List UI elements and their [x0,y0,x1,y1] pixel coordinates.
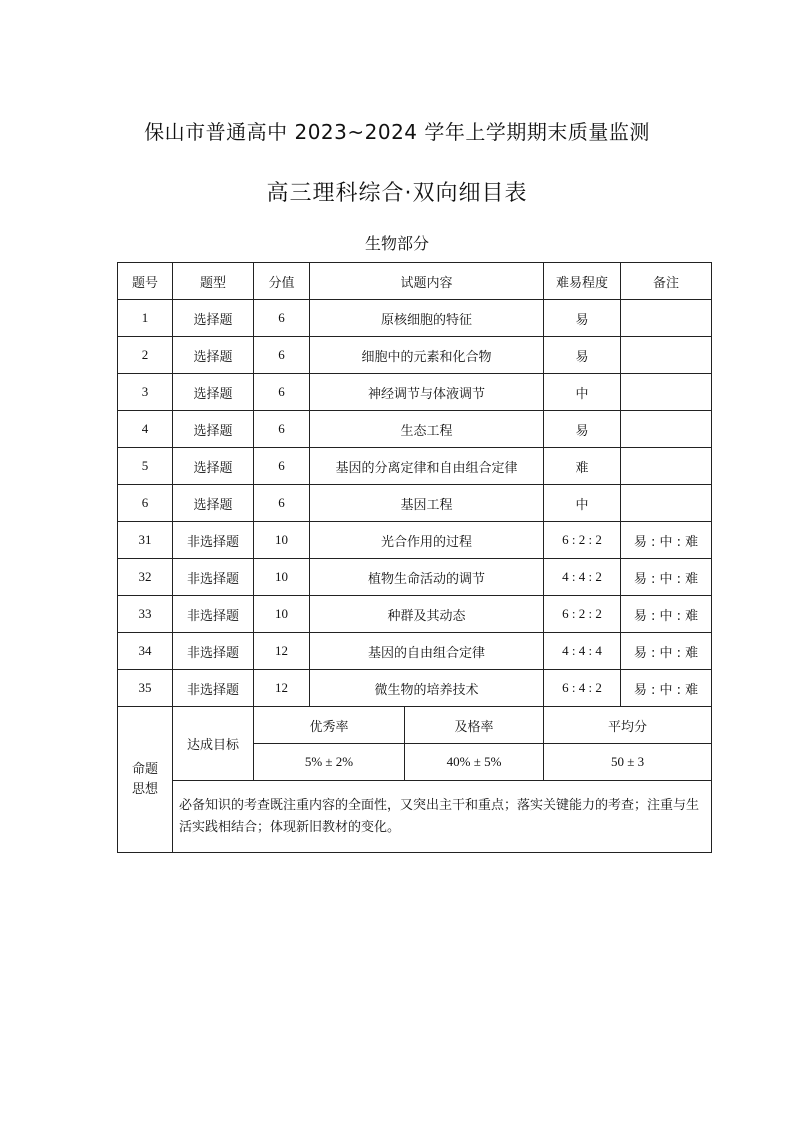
cell-type: 选择题 [173,448,254,485]
document-subtitle: 高三理科综合·双向细目表 [266,181,528,206]
cell-score: 6 [254,485,310,522]
design-label-line1: 命题 [131,761,158,777]
header-cell-content: 试题内容 [310,263,544,300]
header-cell-type: 题型 [173,263,254,300]
cell-no: 34 [118,633,173,670]
section-title: 生物部分 [364,234,429,253]
design-label-cell [118,707,173,853]
cell-type: 非选择题 [173,670,254,707]
metric-header-excellent: 优秀率 [254,707,405,744]
cell-score: 12 [254,670,310,707]
design-text-row [118,781,712,853]
cell-score: 12 [254,633,310,670]
table-row [118,374,712,411]
cell-difficulty: 易 [544,300,621,337]
table-row [118,337,712,374]
document-title: 保山市普通高中 2023~2024 学年上学期期末质量监测 [144,120,650,144]
cell-note: 易 : 中 : 难 [621,522,712,559]
cell-difficulty: 4 : 4 : 2 [544,559,621,596]
cell-score: 6 [254,411,310,448]
metric-header-pass: 及格率 [405,707,544,744]
metric-header-average: 平均分 [544,707,712,744]
cell-difficulty: 6 : 2 : 2 [544,596,621,633]
cell-content: 基因工程 [310,485,544,522]
cell-difficulty: 易 [544,411,621,448]
metric-value-pass: 40% ± 5% [405,744,544,781]
metric-value-average: 50 ± 3 [544,744,712,781]
table-row [118,633,712,670]
cell-note: 易 : 中 : 难 [621,559,712,596]
table-row [118,300,712,337]
cell-no: 35 [118,670,173,707]
cell-content: 神经调节与体液调节 [310,374,544,411]
cell-no: 33 [118,596,173,633]
table-row [118,485,712,522]
spec-table [117,262,712,853]
cell-type: 选择题 [173,374,254,411]
header-cell-note: 备注 [621,263,712,300]
cell-type: 选择题 [173,300,254,337]
cell-type: 选择题 [173,337,254,374]
table-row [118,670,712,707]
cell-note [621,411,712,448]
cell-type: 选择题 [173,485,254,522]
cell-type: 非选择题 [173,522,254,559]
cell-no: 1 [118,300,173,337]
cell-no: 6 [118,485,173,522]
cell-no: 3 [118,374,173,411]
cell-no: 5 [118,448,173,485]
cell-no: 4 [118,411,173,448]
cell-content: 种群及其动态 [310,596,544,633]
cell-note: 易 : 中 : 难 [621,670,712,707]
table-row [118,559,712,596]
cell-note [621,337,712,374]
cell-no: 2 [118,337,173,374]
cell-score: 6 [254,300,310,337]
metric-value-excellent: 5% ± 2% [254,744,405,781]
cell-difficulty: 6 : 2 : 2 [544,522,621,559]
design-philosophy-text: 必备知识的考查既注重内容的全面性，又突出主干和重点；落实关键能力的考查；注重与生活实践相结合；体现新旧教材的变化。 [173,781,712,853]
cell-note: 易 : 中 : 难 [621,596,712,633]
table-row [118,596,712,633]
cell-difficulty: 中 [544,374,621,411]
cell-difficulty: 易 [544,337,621,374]
header-cell-score: 分值 [254,263,310,300]
header-cell-no: 题号 [118,263,173,300]
design-label-line2: 思想 [131,781,158,797]
header-cell-difficulty: 难易程度 [544,263,621,300]
cell-content: 光合作用的过程 [310,522,544,559]
cell-difficulty: 6 : 4 : 2 [544,670,621,707]
cell-content: 细胞中的元素和化合物 [310,337,544,374]
target-label-cell: 达成目标 [173,707,254,781]
cell-note [621,300,712,337]
cell-difficulty: 中 [544,485,621,522]
cell-difficulty: 难 [544,448,621,485]
cell-score: 10 [254,522,310,559]
design-metrics-header-row [118,707,712,744]
cell-note [621,374,712,411]
cell-score: 6 [254,448,310,485]
cell-difficulty: 4 : 4 : 4 [544,633,621,670]
cell-score: 10 [254,559,310,596]
table-row [118,522,712,559]
cell-content: 生态工程 [310,411,544,448]
cell-note [621,485,712,522]
table-row [118,448,712,485]
cell-content: 基因的自由组合定律 [310,633,544,670]
cell-score: 6 [254,374,310,411]
cell-note [621,448,712,485]
cell-no: 31 [118,522,173,559]
cell-content: 基因的分离定律和自由组合定律 [310,448,544,485]
table-row [118,411,712,448]
cell-no: 32 [118,559,173,596]
cell-content: 微生物的培养技术 [310,670,544,707]
cell-content: 植物生命活动的调节 [310,559,544,596]
cell-type: 非选择题 [173,596,254,633]
cell-type: 非选择题 [173,633,254,670]
cell-score: 6 [254,337,310,374]
cell-score: 10 [254,596,310,633]
header-row [118,263,712,300]
cell-note: 易 : 中 : 难 [621,633,712,670]
cell-content: 原核细胞的特征 [310,300,544,337]
cell-type: 非选择题 [173,559,254,596]
cell-type: 选择题 [173,411,254,448]
